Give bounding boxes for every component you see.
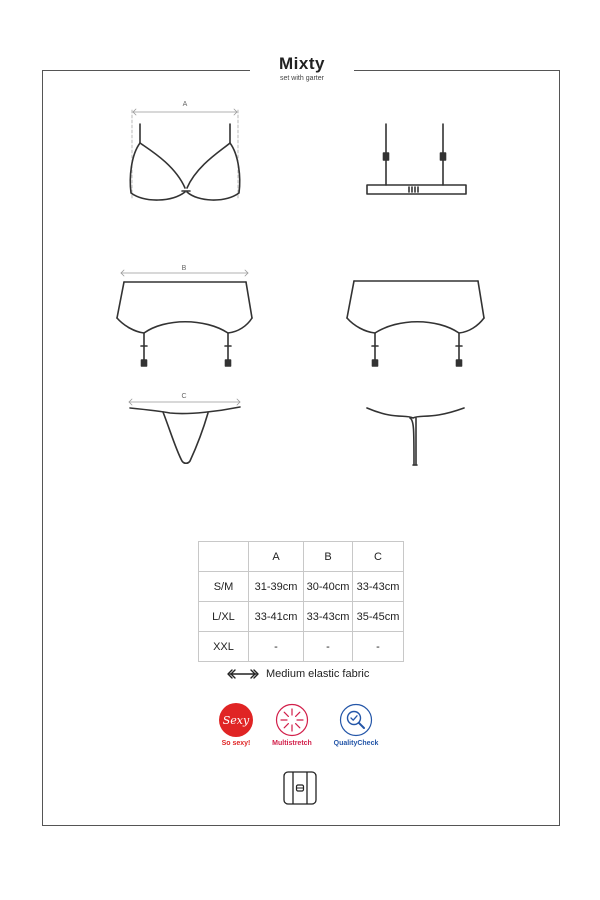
multistretch-badge	[257, 703, 327, 747]
table-cell: -	[249, 632, 304, 662]
garter-belt-front-drawing	[117, 270, 252, 366]
garter-belt-back-drawing	[347, 281, 484, 366]
table-cell: -	[304, 632, 353, 662]
double-arrow-icon	[226, 669, 260, 679]
table-cell: 31-39cm	[249, 572, 304, 602]
quality-check-badge	[321, 703, 391, 747]
thong-back-drawing	[367, 408, 464, 465]
quality-check-icon	[339, 703, 373, 737]
table-row	[199, 572, 404, 602]
table-cell: 33-43cm	[304, 602, 353, 632]
size-name-cell: L/XL	[199, 602, 249, 632]
fabric-label: Medium elastic fabric	[266, 668, 370, 680]
table-row	[199, 602, 404, 632]
size-table-header-row	[199, 542, 404, 572]
bra-front-drawing	[130, 109, 239, 200]
table-cell: 33-41cm	[249, 602, 304, 632]
size-table	[198, 541, 404, 662]
badge-caption: QualityCheck	[333, 740, 379, 747]
size-name-cell: XXL	[199, 632, 249, 662]
size-name-cell: S/M	[199, 572, 249, 602]
table-header-cell: B	[304, 542, 353, 572]
badge-caption: Multistretch	[272, 740, 312, 747]
product-subtitle: set with garter	[280, 75, 324, 82]
bra-back-drawing	[367, 124, 466, 194]
dimension-label-b: B	[181, 265, 187, 272]
table-row	[199, 632, 404, 662]
sexy-badge-text: Sexy	[222, 713, 250, 727]
sexy-badge-icon	[219, 703, 253, 737]
garment-care-icon	[282, 770, 318, 806]
table-header-cell: A	[249, 542, 304, 572]
badge-caption: So sexy!	[221, 740, 251, 747]
product-title: Mixty	[279, 54, 325, 73]
table-cell: 33-43cm	[353, 572, 404, 602]
table-cell: -	[353, 632, 404, 662]
dimension-label-a: A	[182, 101, 188, 108]
multistretch-icon	[275, 703, 309, 737]
table-cell: 30-40cm	[304, 572, 353, 602]
table-header-cell	[199, 542, 249, 572]
table-header-cell: C	[353, 542, 404, 572]
thong-front-drawing	[129, 399, 240, 463]
dimension-label-c: C	[181, 393, 187, 400]
table-cell: 35-45cm	[353, 602, 404, 632]
fabric-info	[226, 666, 369, 682]
